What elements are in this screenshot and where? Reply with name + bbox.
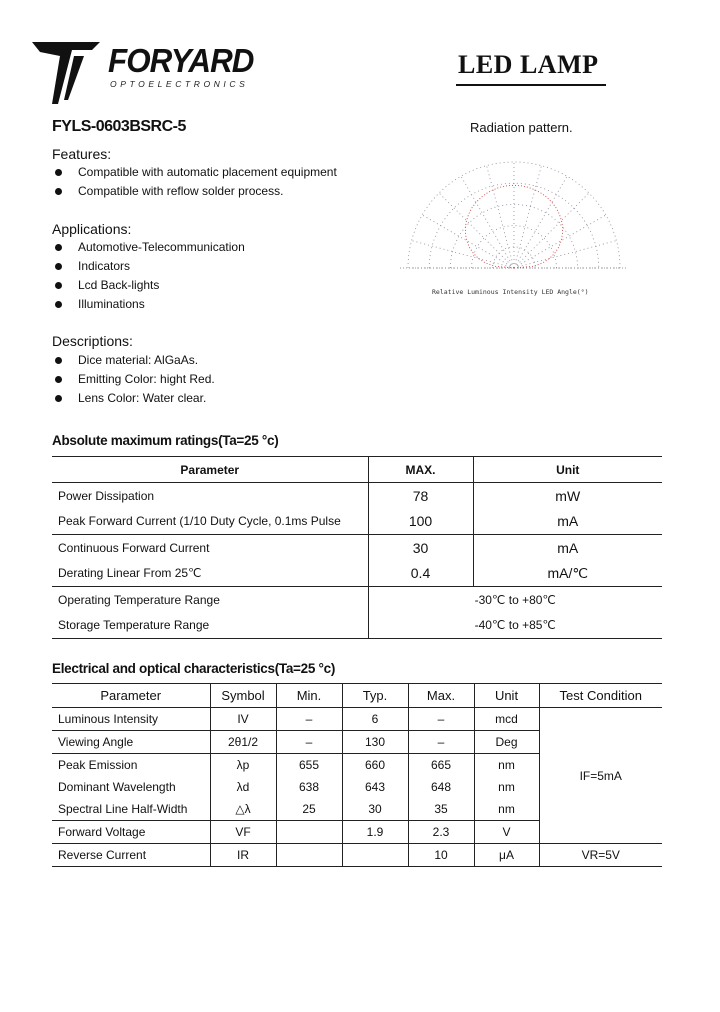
table-cell: Forward Voltage: [58, 825, 146, 839]
table-cell: Luminous Intensity: [58, 712, 159, 726]
list-item: Indicators: [52, 257, 245, 276]
table-cell: 648: [408, 776, 474, 798]
table-cell: 0.4: [368, 561, 473, 587]
table-cell: 643: [342, 776, 408, 798]
table-cell: IV: [210, 708, 276, 731]
table-cell: 660: [342, 754, 408, 777]
radiation-pattern-title: Radiation pattern.: [470, 120, 573, 135]
column-header: Typ.: [342, 684, 408, 708]
table-row: [52, 844, 662, 867]
grid-spoke: [514, 215, 606, 268]
table-cell: mA: [473, 535, 662, 561]
features-list: [52, 163, 337, 201]
foryard-logo-icon: [30, 38, 102, 108]
table-cell: –: [408, 731, 474, 754]
table-cell: VF: [210, 821, 276, 844]
table-cell: 2.3: [408, 821, 474, 844]
grid-spoke: [514, 193, 589, 268]
table-row: [52, 587, 662, 613]
bullet-icon: [55, 244, 62, 251]
table-cell: –: [408, 708, 474, 731]
table-cell: Derating Linear From 25℃: [58, 566, 202, 581]
bullet-icon: [55, 282, 62, 289]
table-cell: mW: [473, 483, 662, 509]
table-cell: 665: [408, 754, 474, 777]
table-cell: 35: [408, 798, 474, 821]
table-cell: 2θ1/2: [210, 731, 276, 754]
grid-spoke: [487, 166, 514, 268]
table-cell: mA/℃: [473, 561, 662, 587]
grid-spoke: [422, 215, 514, 268]
table-cell: 25: [276, 798, 342, 821]
table-cell: [342, 844, 408, 867]
table-cell: 30: [368, 535, 473, 561]
table-cell: μA: [474, 844, 539, 867]
brand-name: FORYARD: [108, 42, 254, 79]
table-row: [52, 561, 662, 587]
radiation-pattern-chart: [396, 150, 632, 280]
column-header: Symbol: [210, 684, 276, 708]
table-cell: 1.9: [342, 821, 408, 844]
grid-spoke: [514, 166, 541, 268]
list-item: Compatible with reflow solder process.: [52, 182, 337, 201]
radiation-caption: Relative Luminous Intensity LED Angle(°): [432, 288, 589, 296]
table-cell: 30: [342, 798, 408, 821]
table-cell: 10: [408, 844, 474, 867]
grid-spoke: [412, 241, 514, 268]
grid-arc: [450, 204, 577, 268]
applications-heading: Applications:: [52, 221, 132, 237]
descriptions-list: [52, 351, 215, 408]
table-cell: Continuous Forward Current: [58, 540, 210, 555]
table-cell: IR: [210, 844, 276, 867]
table-row: [52, 708, 662, 731]
eo-title: Electrical and optical characteristics(Ta=25 °c): [52, 661, 336, 676]
column-header: MAX.: [368, 457, 473, 483]
table-cell: λp: [210, 754, 276, 777]
title-underline: [456, 84, 606, 86]
table-cell: Spectral Line Half-Width: [58, 802, 188, 816]
table-cell: V: [474, 821, 539, 844]
table-cell: -40℃ to +85℃: [368, 613, 662, 639]
table-cell: nm: [474, 798, 539, 821]
table-cell: Power Dissipation: [58, 488, 155, 503]
list-item: Compatible with automatic placement equipment: [52, 163, 337, 182]
table-cell: nm: [474, 754, 539, 777]
column-header: Unit: [473, 457, 662, 483]
table-cell: 638: [276, 776, 342, 798]
table-cell: Operating Temperature Range: [58, 592, 220, 607]
list-item: Dice material: AlGaAs.: [52, 351, 215, 370]
table-cell: 6: [342, 708, 408, 731]
column-header: Unit: [474, 684, 539, 708]
table-cell: Peak Forward Current (1/10 Duty Cycle, 0.1ms Pulse: [58, 514, 341, 529]
list-item: Lcd Back-lights: [52, 276, 245, 295]
bullet-icon: [55, 188, 62, 195]
table-cell: 130: [342, 731, 408, 754]
list-item: Lens Color: Water clear.: [52, 389, 215, 408]
applications-list: [52, 238, 245, 314]
table-cell: 655: [276, 754, 342, 777]
abs-max-title: Absolute maximum ratings(Ta=25 °c): [52, 433, 279, 448]
table-cell: –: [276, 708, 342, 731]
table-cell: Peak Emission: [58, 758, 138, 772]
bullet-icon: [55, 263, 62, 270]
column-header: Max.: [408, 684, 474, 708]
list-item: Emitting Color: hight Red.: [52, 370, 215, 389]
column-header: Test Condition: [539, 684, 662, 708]
table-cell: λd: [210, 776, 276, 798]
eo-table: [52, 683, 662, 867]
grid-arc: [493, 247, 535, 268]
column-header: Parameter: [100, 688, 162, 703]
bullet-icon: [55, 376, 62, 383]
column-header: Parameter: [180, 462, 240, 477]
table-cell: [276, 821, 342, 844]
table-cell: Storage Temperature Range: [58, 618, 210, 633]
table-cell: Dominant Wavelength: [58, 780, 176, 794]
table-row: [52, 483, 662, 509]
table-cell: Viewing Angle: [58, 735, 134, 749]
bullet-icon: [55, 301, 62, 308]
bullet-icon: [55, 395, 62, 402]
test-condition-cell: IF=5mA: [539, 708, 662, 844]
table-cell: nm: [474, 776, 539, 798]
table-cell: 78: [368, 483, 473, 509]
table-header-row: [52, 684, 662, 708]
column-header: Min.: [276, 684, 342, 708]
table-cell: mcd: [474, 708, 539, 731]
document-title: LED LAMP: [458, 50, 599, 79]
brand-subtitle: OPTOELECTRONICS: [110, 79, 249, 89]
table-cell: -30℃ to +80℃: [368, 587, 662, 613]
table-cell: △λ: [210, 798, 276, 821]
abs-max-table: [52, 456, 662, 639]
grid-spoke: [461, 176, 514, 268]
features-heading: Features:: [52, 146, 112, 162]
bullet-icon: [55, 169, 62, 176]
table-cell: Reverse Current: [58, 848, 147, 862]
table-row: [52, 613, 662, 639]
table-cell: [276, 844, 342, 867]
descriptions-heading: Descriptions:: [52, 333, 133, 349]
test-condition-cell: VR=5V: [539, 844, 662, 867]
grid-spoke: [514, 176, 567, 268]
table-cell: Deg: [474, 731, 539, 754]
table-header-row: [52, 457, 662, 483]
table-cell: 100: [368, 509, 473, 535]
grid-spoke: [439, 193, 514, 268]
part-number: FYLS-0603BSRC-5: [52, 118, 186, 135]
grid-spoke: [514, 241, 616, 268]
list-item: Automotive-Telecommunication: [52, 238, 245, 257]
table-cell: –: [276, 731, 342, 754]
table-row: [52, 509, 662, 535]
list-item: Illuminations: [52, 295, 245, 314]
table-row: [52, 535, 662, 561]
bullet-icon: [55, 357, 62, 364]
table-cell: mA: [473, 509, 662, 535]
